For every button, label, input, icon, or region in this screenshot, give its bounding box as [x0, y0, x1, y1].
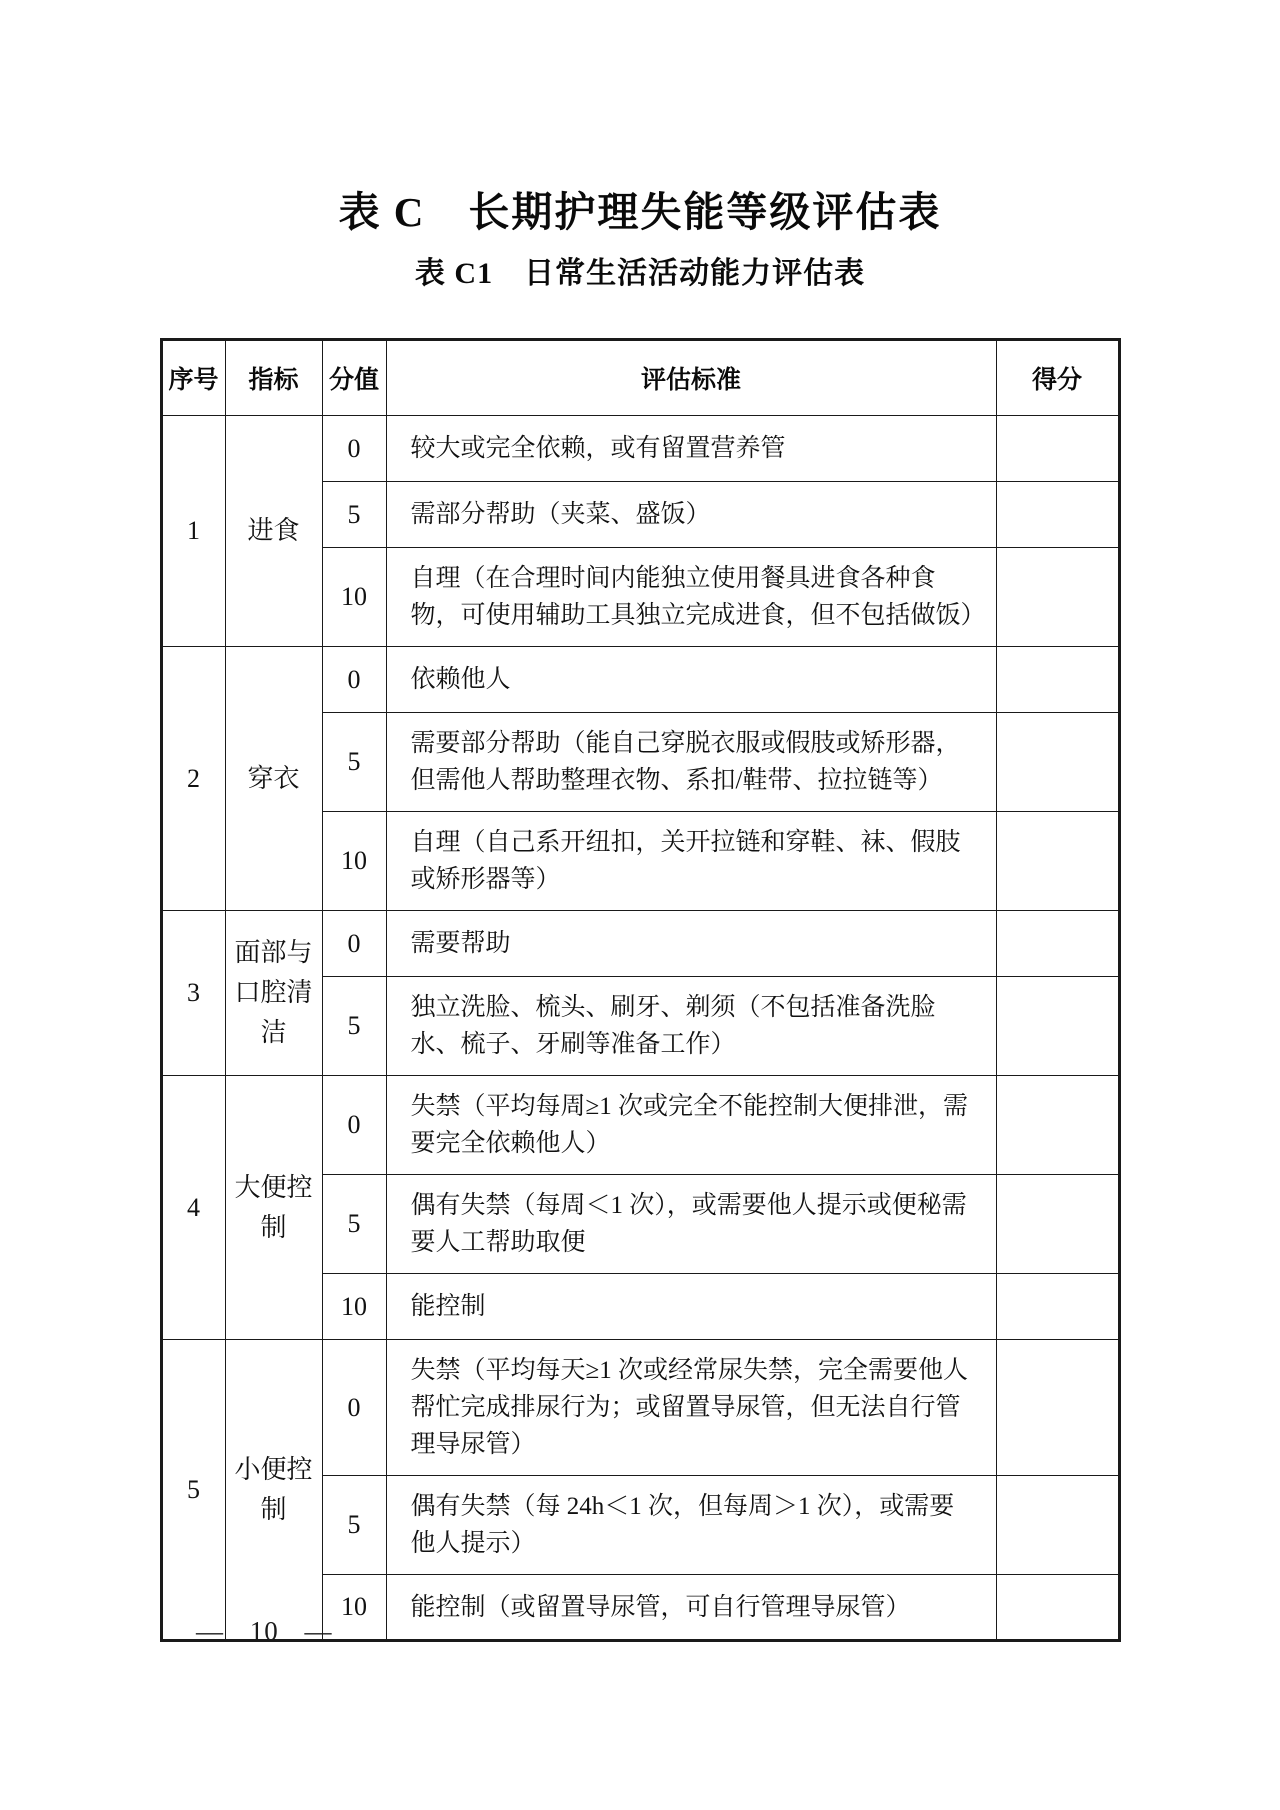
table-row	[161, 1340, 1119, 1476]
score-value: 10	[322, 812, 386, 911]
score-input-cell	[996, 1274, 1119, 1340]
score-input-cell	[996, 977, 1119, 1076]
row-indicator: 小便控制	[225, 1340, 322, 1641]
row-number: 4	[161, 1076, 225, 1340]
score-value: 5	[322, 482, 386, 548]
header-value: 分值	[322, 340, 386, 416]
score-value: 0	[322, 647, 386, 713]
score-input-cell	[996, 1340, 1119, 1476]
score-value: 10	[322, 1575, 386, 1641]
criteria-text: 自理（在合理时间内能独立使用餐具进食各种食物，可使用辅助工具独立完成进食，但不包括做饭）	[386, 548, 996, 647]
header-no: 序号	[161, 340, 225, 416]
score-input-cell	[996, 482, 1119, 548]
row-indicator: 面部与口腔清洁	[225, 911, 322, 1076]
criteria-text: 依赖他人	[386, 647, 996, 713]
header-score: 得分	[996, 340, 1119, 416]
page-number: — 10 —	[196, 1616, 333, 1646]
score-value: 0	[322, 1076, 386, 1175]
criteria-text: 失禁（平均每周≥1 次或完全不能控制大便排泄，需要完全依赖他人）	[386, 1076, 996, 1175]
score-input-cell	[996, 416, 1119, 482]
criteria-text: 需要部分帮助（能自己穿脱衣服或假肢或矫形器，但需他人帮助整理衣物、系扣/鞋带、拉拉链等）	[386, 713, 996, 812]
table-row	[161, 416, 1119, 482]
score-input-cell	[996, 548, 1119, 647]
row-indicator: 进食	[225, 416, 322, 647]
header-criteria: 评估标准	[386, 340, 996, 416]
score-value: 0	[322, 1340, 386, 1476]
criteria-text: 自理（自己系开纽扣，关开拉链和穿鞋、袜、假肢或矫形器等）	[386, 812, 996, 911]
score-value: 5	[322, 713, 386, 812]
score-input-cell	[996, 1476, 1119, 1575]
score-value: 0	[322, 416, 386, 482]
score-input-cell	[996, 1175, 1119, 1274]
table-row	[161, 647, 1119, 713]
score-value: 5	[322, 977, 386, 1076]
row-number: 3	[161, 911, 225, 1076]
assessment-table	[160, 338, 1121, 1642]
page-title: 表 C 长期护理失能等级评估表	[338, 189, 942, 235]
criteria-text: 独立洗脸、梳头、刷牙、剃须（不包括准备洗脸水、梳子、牙刷等准备工作）	[386, 977, 996, 1076]
score-value: 10	[322, 1274, 386, 1340]
table-row	[161, 1076, 1119, 1175]
criteria-text: 偶有失禁（每 24h＜1 次，但每周＞1 次），或需要他人提示）	[386, 1476, 996, 1575]
score-value: 5	[322, 1476, 386, 1575]
criteria-text: 能控制（或留置导尿管，可自行管理导尿管）	[386, 1575, 996, 1641]
score-value: 10	[322, 548, 386, 647]
score-input-cell	[996, 1076, 1119, 1175]
score-value: 0	[322, 911, 386, 977]
criteria-text: 需要帮助	[386, 911, 996, 977]
row-indicator: 大便控制	[225, 1076, 322, 1340]
score-input-cell	[996, 713, 1119, 812]
criteria-text: 需部分帮助（夹菜、盛饭）	[386, 482, 996, 548]
score-input-cell	[996, 812, 1119, 911]
score-input-cell	[996, 647, 1119, 713]
criteria-text: 失禁（平均每天≥1 次或经常尿失禁，完全需要他人帮忙完成排尿行为；或留置导尿管，但无法自行管理导尿管）	[386, 1340, 996, 1476]
criteria-text: 较大或完全依赖，或有留置营养管	[386, 416, 996, 482]
criteria-text: 偶有失禁（每周＜1 次），或需要他人提示或便秘需要人工帮助取便	[386, 1175, 996, 1274]
criteria-text: 能控制	[386, 1274, 996, 1340]
score-value: 5	[322, 1175, 386, 1274]
header-row	[161, 340, 1119, 416]
score-input-cell	[996, 911, 1119, 977]
table-row	[161, 911, 1119, 977]
row-indicator: 穿衣	[225, 647, 322, 911]
row-number: 5	[161, 1340, 225, 1641]
table-subtitle: 表 C1 日常生活活动能力评估表	[414, 257, 866, 290]
score-input-cell	[996, 1575, 1119, 1641]
row-number: 1	[161, 416, 225, 647]
row-number: 2	[161, 647, 225, 911]
header-indicator: 指标	[225, 340, 322, 416]
